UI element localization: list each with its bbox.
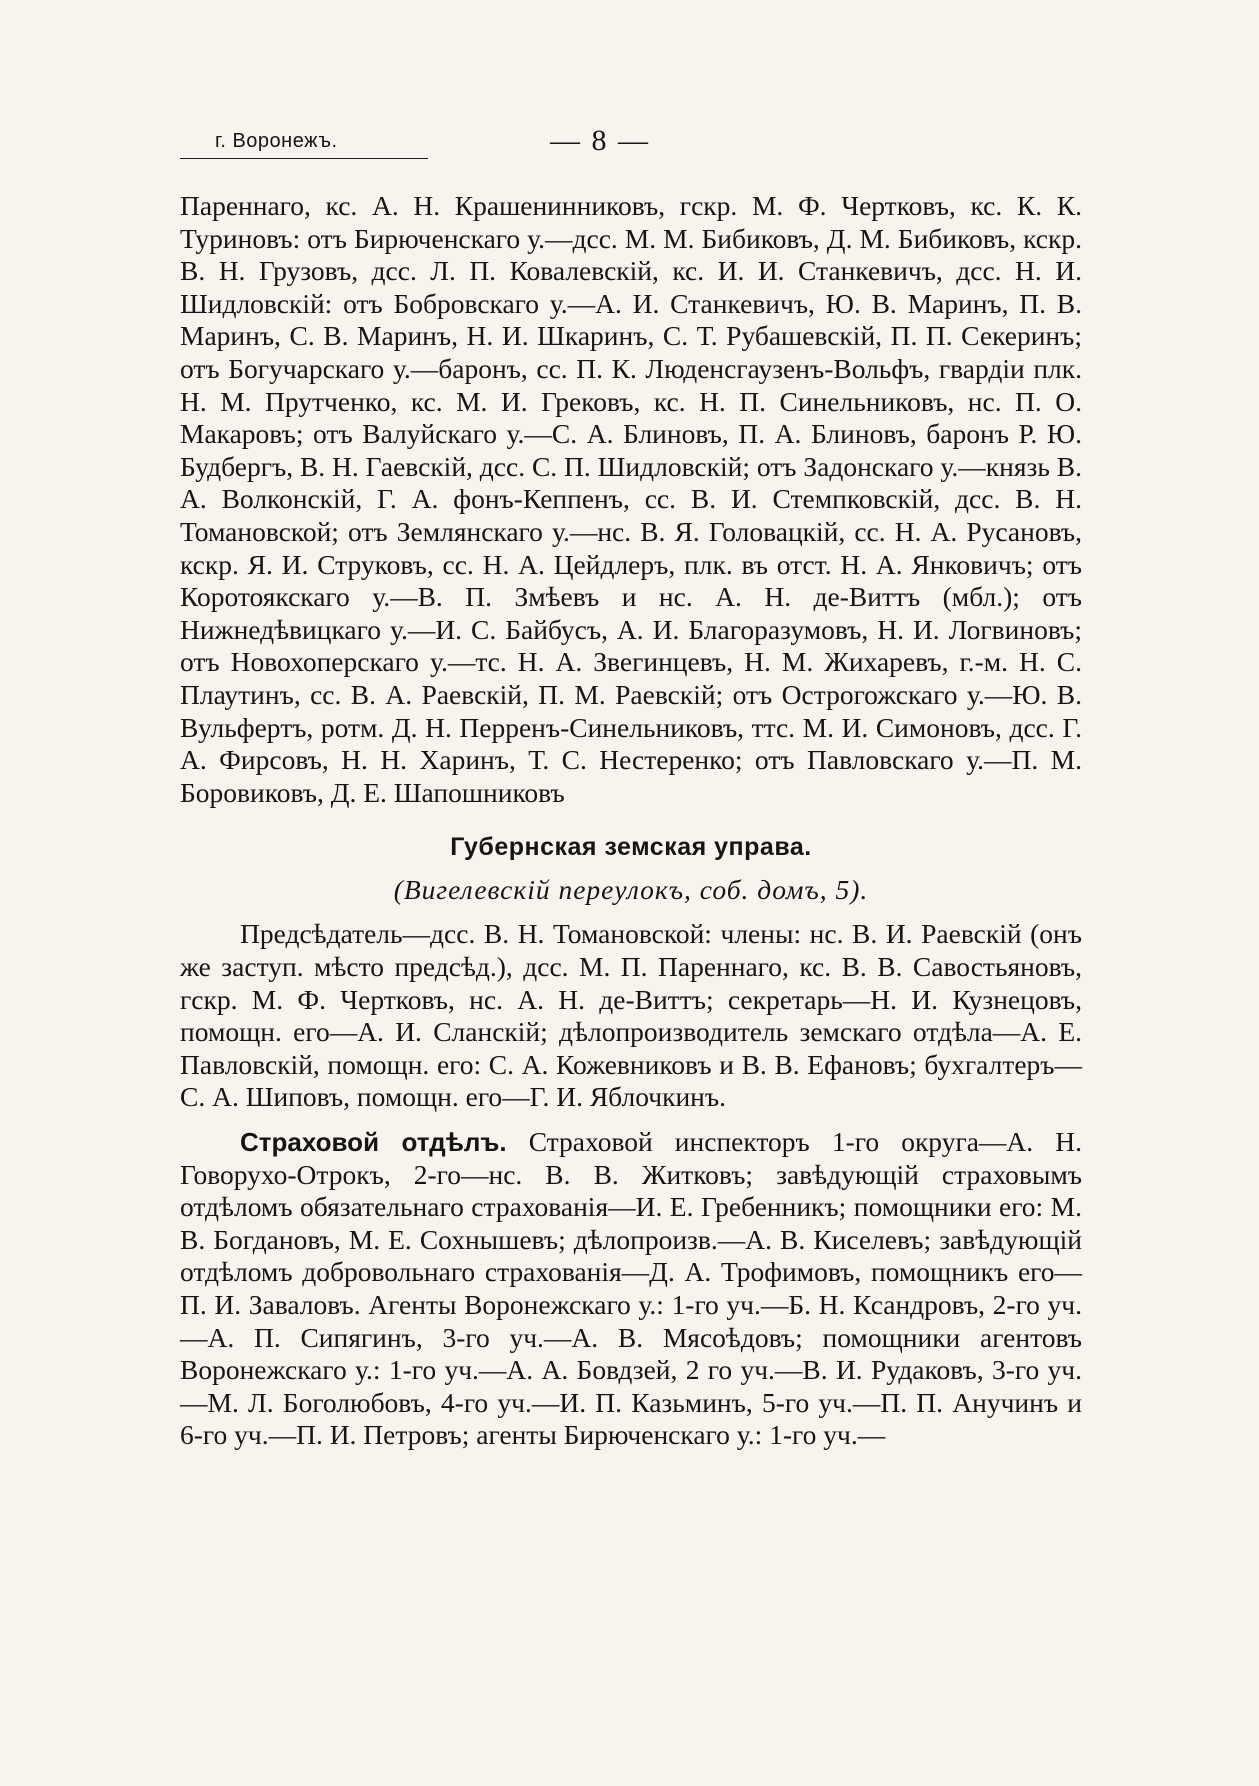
section-address: (Вигелевскій переулокъ, соб. домъ, 5).: [393, 873, 869, 905]
header-rule: [180, 158, 428, 159]
page-body: [180, 190, 1082, 1452]
paragraph-insurance-department: [180, 1126, 1082, 1452]
page-number: — 8 —: [550, 124, 650, 157]
paragraph-assembly-list: Пареннаго, кс. А. Н. Крашенинниковъ, гскр. М. Ф. Чертковъ, кс. К. К. Туриновъ: отъ Бирюченскаго у.—дсс. М. М. Бибиковъ, Д. М. Бибиковъ, кскр. В. Н. Грузовъ, дсс. Л. П. Ковалевскій, кс. И. И. Станкевичъ, дсс. Н. И. Шидловскій: отъ Бобровскаго у.—А. И. Станкевичъ, Ю. В. Маринъ, П. В. Маринъ, С. В. Маринъ, Н. И. Шкаринъ, С. Т. Рубашевскій, П. П. Секеринъ; отъ Богучарскаго у.—баронъ, сс. П. К. Люденсгаузенъ-Вольфъ, гвардіи плк. Н. М. Прутченко, кс. М. И. Грековъ, кс. Н. П. Синельниковъ, нс. П. О. Макаровъ; отъ Валуйскаго у.—С. А. Блиновъ, П. А. Блиновъ, баронъ Р. Ю. Будбергъ, В. Н. Гаевскій, дсс. С. П. Шидловскій; отъ Задонскаго у.—князь В. А. Волконскій, Г. А. фонъ-Кеппенъ, сс. В. И. Стемпковскій, дсс. В. Н. Томановской; отъ Землянскаго у.—нс. В. Я. Головацкій, сс. Н. А. Русановъ, кскр. Я. И. Струковъ, сс. Н. А. Цейдлеръ, плк. въ отст. Н. А. Янковичъ; отъ Коротоякскаго у.—В. П. Змѣевъ и нс. А. Н. де-Виттъ (мбл.); отъ Нижнедѣвицкаго у.—И. С. Байбусъ, А. И. Благоразумовъ, Н. И. Логвиновъ; отъ Новохоперскаго у.—тс. Н. А. Звегинцевъ, Н. М. Жихаревъ, г.-м. Н. С. Плаутинъ, сс. В. А. Раевскій, П. М. Раевскій; отъ Острогожскаго у.—Ю. В. Вульфертъ, ротм. Д. Н. Перренъ-Синельниковъ, ттс. М. И. Симоновъ, дсс. Г. А. Фирсовъ, Н. Н. Харинъ, Т. С. Нестеренко; отъ Павловскаго у.—П. М. Боровиковъ, Д. Е. Шапошниковъ: [180, 190, 1082, 808]
insurance-department-text: Страховой инспекторъ 1-го округа—А. Н. Говорухо-Отрокъ, 2-го—нс. В. В. Житковъ; завѣдующій страховымъ отдѣломъ обязательнаго страхованія—И. Е. Гребенникъ; помощники его: М. В. Богдановъ, М. Е. Сохнышевъ; дѣлопроизв.—А. В. Киселевъ; завѣдующій отдѣломъ добровольнаго страхованія—Д. А. Трофимовъ, помощникъ его—П. И. Заваловъ. Агенты Воронежскаго у.: 1-го уч.—Б. Н. Ксандровъ, 2-го уч.—А. П. Сипягинъ, 3-го уч.—А. В. Мясоѣдовъ; помощники агентовъ Воронежскаго у.: 1-го уч.—А. А. Бовдзей, 2 го уч.—В. И. Рудаковъ, 3-го уч.—М. Л. Боголюбовъ, 4-го уч.—И. П. Казьминъ, 5-го уч.—П. П. Анучинъ и 6-го уч.—П. И. Петровъ; агенты Бирюченскаго у.: 1-го уч.—: [180, 1126, 1082, 1451]
paragraph-board-members: Предсѣдатель—дсс. В. Н. Томановской: члены: нс. В. И. Раевскій (онъ же заступ. мѣсто предсѣд.), дсс. М. П. Пареннаго, кс. В. В. Савостьяновъ, гскр. М. Ф. Чертковъ, нс. А. Н. де-Виттъ; секретарь—Н. И. Кузнецовъ, помощн. его—А. И. Сланскій; дѣлопроизводитель земскаго отдѣла—А. Е. Павловскій, помощн. его: С. А. Кожевниковъ и В. В. Ефановъ; бухгалтеръ—С. А. Шиповъ, помощн. его—Г. И. Яблочкинъ.: [180, 918, 1082, 1113]
section-heading: Губернская земская управа.: [450, 833, 812, 862]
insurance-department-lead: Страховой отдѣлъ.: [240, 1127, 507, 1158]
page-header: [0, 124, 1259, 168]
running-title: г. Воронежъ.: [215, 130, 338, 152]
